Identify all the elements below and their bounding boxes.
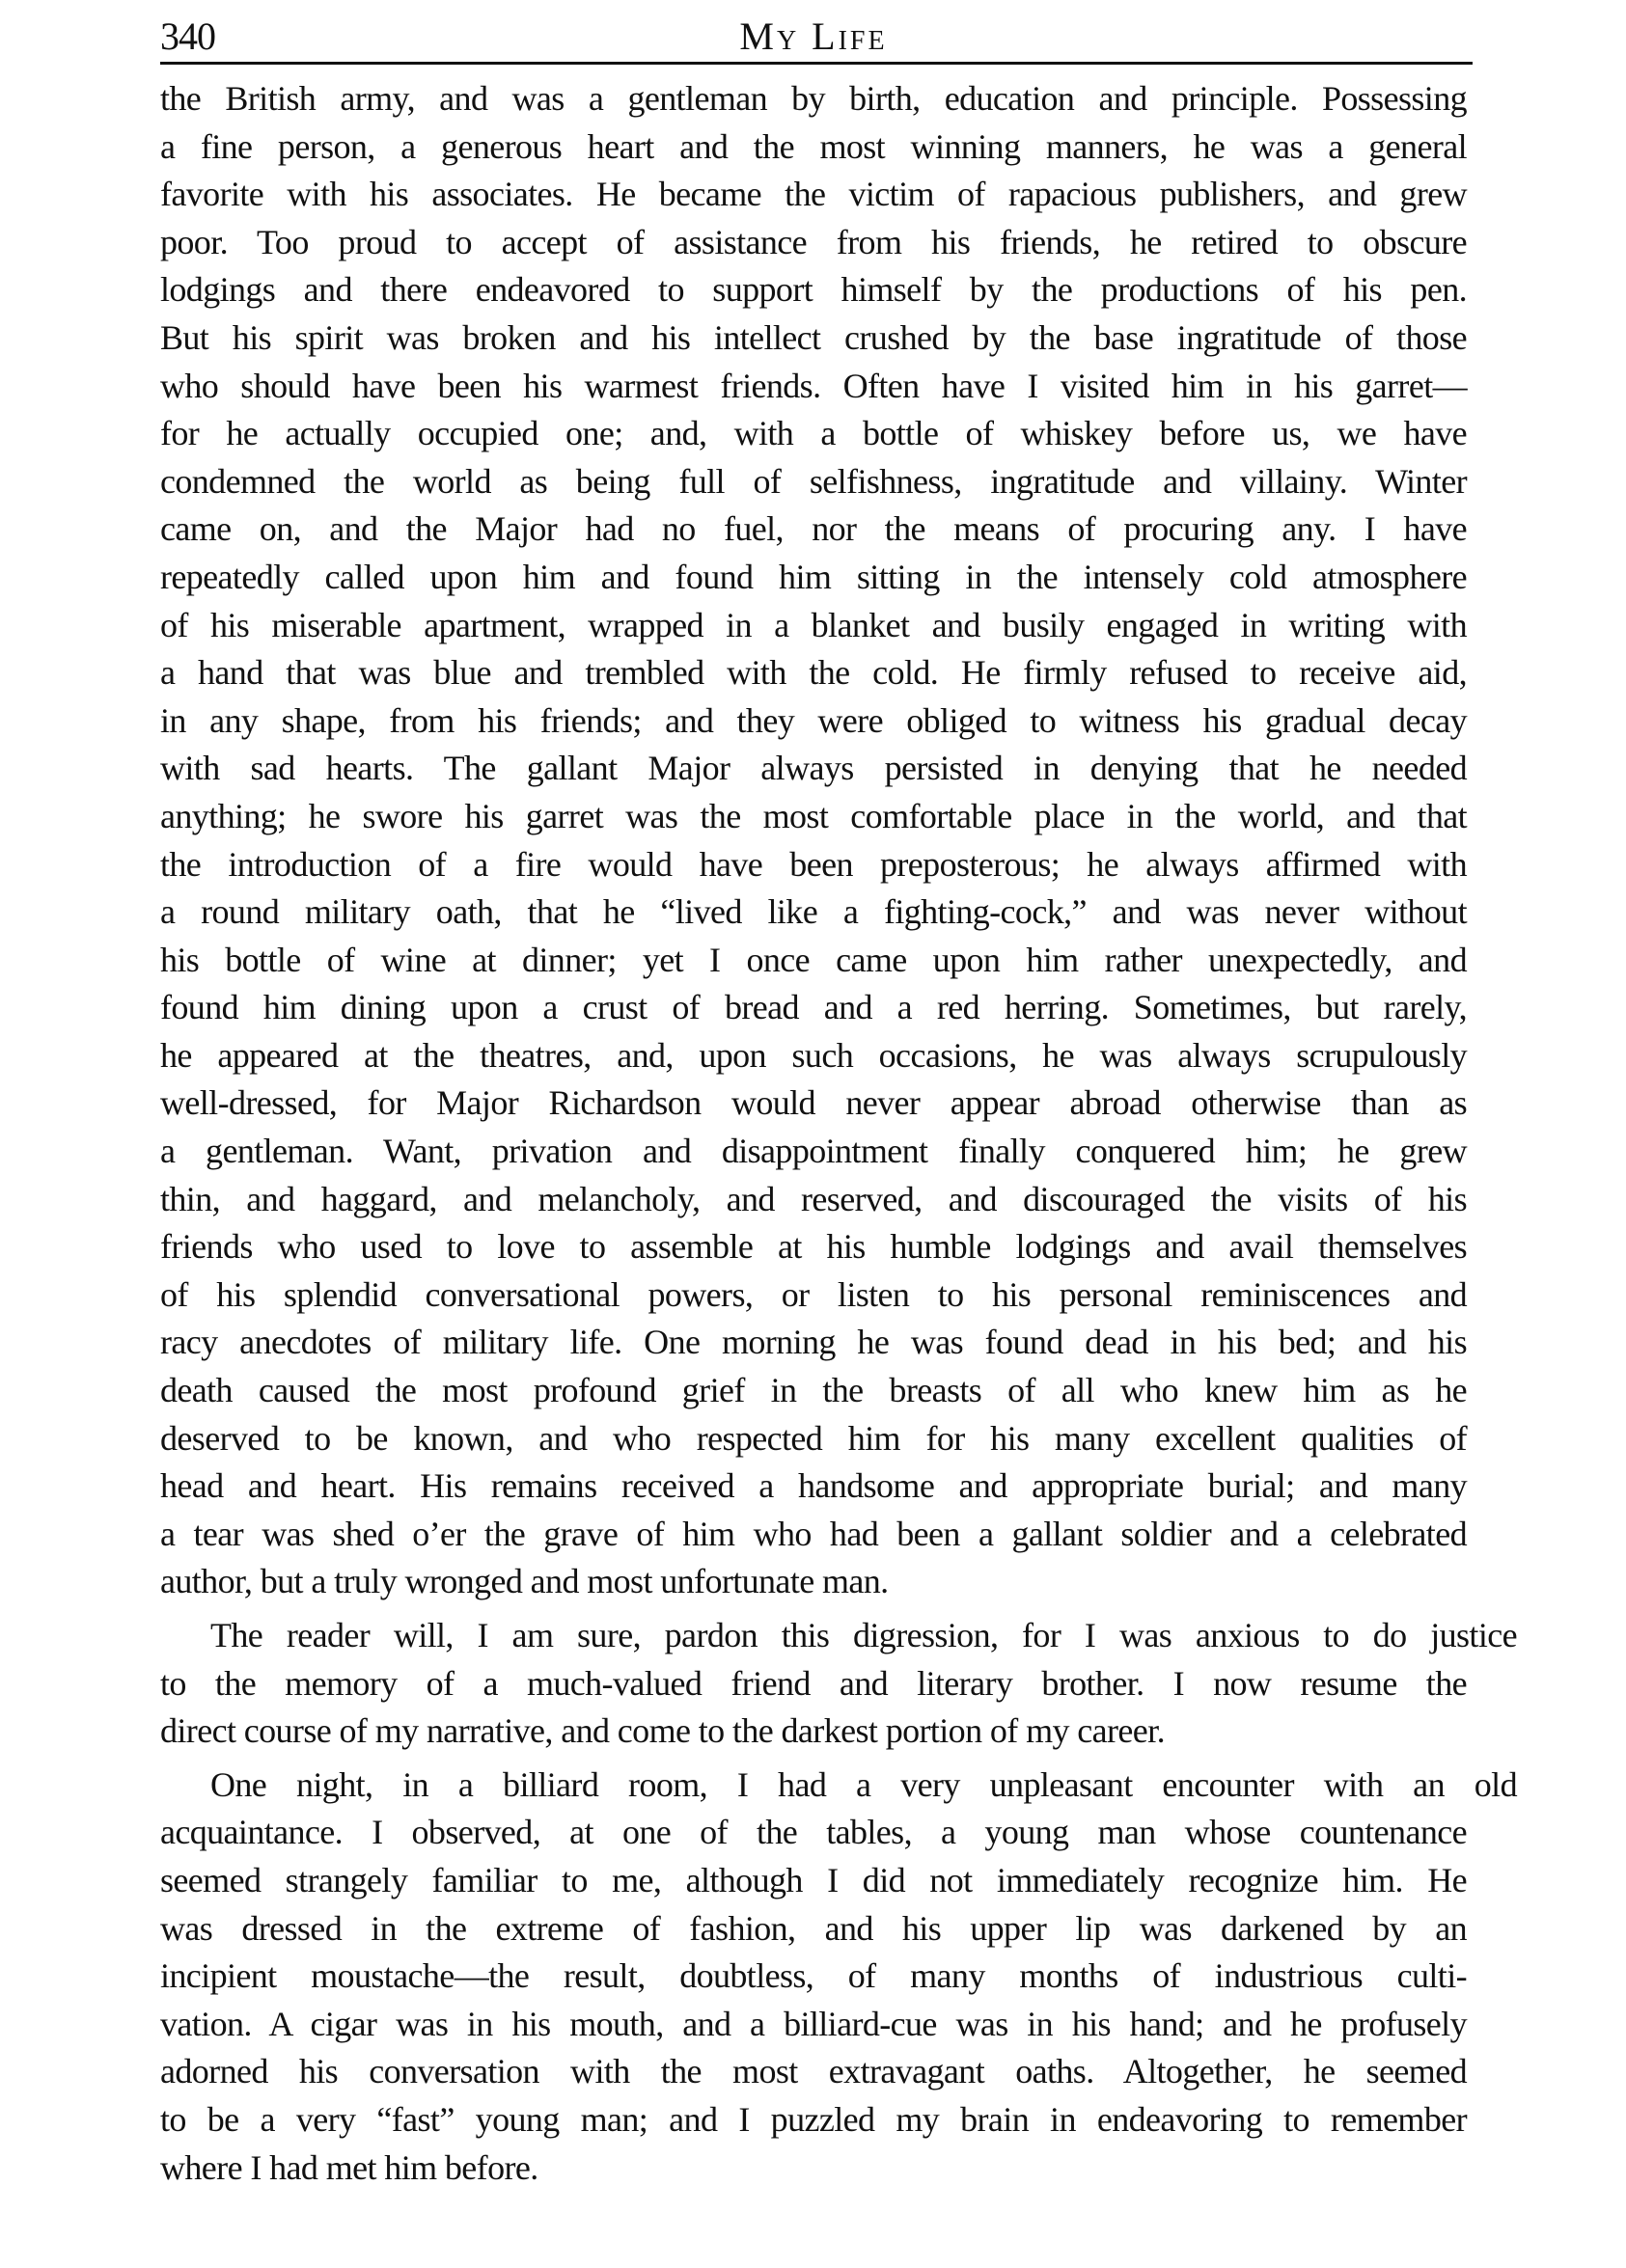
text-line: death caused the most profound grief in the breasts of all who knew him as he xyxy=(160,1371,1467,1410)
text-line: a round military oath, that he “lived like a fighting-cock,” and was never without xyxy=(160,892,1467,932)
text-line: found him dining upon a crust of bread and a red herring. Sometimes, but rarely, xyxy=(160,988,1467,1027)
paragraph xyxy=(160,75,1467,1606)
text-line: of his splendid conversational powers, or listen to his personal reminiscences and xyxy=(160,1274,1467,1314)
text-line: in any shape, from his friends; and they were obliged to witness his gradual decay xyxy=(160,700,1467,740)
body-text xyxy=(160,75,1517,2192)
text-line: well-dressed, for Major Richardson would never appear abroad otherwise than as xyxy=(160,1083,1467,1123)
text-line: lodgings and there endeavored to support himself by the productions of his pen. xyxy=(160,270,1467,310)
text-line: incipient moustache—the result, doubtless, of many months of industrious culti- xyxy=(160,1956,1467,1996)
text-line: direct course of my narrative, and come to the darkest portion of my career. xyxy=(160,1711,1165,1751)
text-line: anything; he swore his garret was the most comfortable place in the world, and that xyxy=(160,796,1467,835)
text-line: a fine person, a generous heart and the most winning manners, he was a general xyxy=(160,126,1467,166)
text-line: seemed strangely familiar to me, although I did not immediately recognize him. He xyxy=(160,1860,1467,1899)
paragraph xyxy=(160,1762,1517,2192)
text-line: who should have been his warmest friends. Often have I visited him in his garret— xyxy=(160,366,1467,405)
text-line: a hand that was blue and trembled with the cold. He firmly refused to receive aid, xyxy=(160,653,1467,693)
text-line: author, but a truly wronged and most unfortunate man. xyxy=(160,1562,889,1601)
text-line: condemned the world as being full of selfishness, ingratitude and villainy. Winter xyxy=(160,461,1467,501)
text-line: deserved to be known, and who respected him for his many excellent qualities of xyxy=(160,1418,1467,1458)
text-line: came on, and the Major had no fuel, nor the means of procuring any. I have xyxy=(160,509,1467,549)
text-line: adorned his conversation with the most extravagant oaths. Altogether, he seemed xyxy=(160,2052,1467,2091)
text-line: vation. A cigar was in his mouth, and a billiard-cue was in his hand; and he profusely xyxy=(160,2004,1467,2043)
text-line: was dressed in the extreme of fashion, and his upper lip was darkened by an xyxy=(160,1908,1467,1948)
text-line: poor. Too proud to accept of assistance from his friends, he retired to obscure xyxy=(160,222,1467,261)
paragraph xyxy=(160,1612,1517,1756)
text-line: to the memory of a much-valued friend and literary brother. I now resume the xyxy=(160,1663,1467,1703)
text-line: of his miserable apartment, wrapped in a blanket and busily engaged in writing with xyxy=(160,605,1467,644)
text-line: for he actually occupied one; and, with a bottle of whiskey before us, we have xyxy=(160,414,1467,453)
text-line: he appeared at the theatres, and, upon such occasions, he was always scrupulously xyxy=(160,1035,1467,1075)
text-line: racy anecdotes of military life. One morning he was found dead in his bed; and his xyxy=(160,1323,1467,1362)
header-rule xyxy=(160,62,1473,65)
text-line: a tear was shed o’er the grave of him who had been a gallant soldier and a celebrated xyxy=(160,1514,1467,1553)
page-number: 340 xyxy=(160,14,215,58)
text-line: the British army, and was a gentleman by birth, education and principle. Possessing xyxy=(160,79,1467,118)
text-line: the introduction of a fire would have been preposterous; he always affirmed with xyxy=(160,844,1467,884)
text-line: One night, in a billiard room, I had a very unpleasant encounter with an old xyxy=(210,1764,1517,1804)
text-line: where I had met him before. xyxy=(160,2147,538,2187)
text-line: repeatedly called upon him and found him sitting in the intensely cold atmosphere xyxy=(160,557,1467,596)
text-line: The reader will, I am sure, pardon this digression, for I was anxious to do justice xyxy=(210,1616,1517,1654)
text-line: head and heart. His remains received a handsome and appropriate burial; and many xyxy=(160,1466,1467,1506)
text-line: friends who used to love to assemble at his humble lodgings and avail themselves xyxy=(160,1227,1467,1267)
text-line: thin, and haggard, and melancholy, and reserved, and discouraged the visits of his xyxy=(160,1179,1467,1218)
text-line: But his spirit was broken and his intellect crushed by the base ingratitude of those xyxy=(160,317,1467,357)
text-line: with sad hearts. The gallant Major always persisted in denying that he needed xyxy=(160,749,1467,788)
text-line: favorite with his associates. He became the victim of rapacious publishers, and grew xyxy=(160,175,1467,214)
text-line: a gentleman. Want, privation and disappointment finally conquered him; he grew xyxy=(160,1132,1467,1171)
book-page xyxy=(160,0,1517,2187)
running-title: My Life xyxy=(739,14,888,58)
text-line: acquaintance. I observed, at one of the tables, a young man whose countenance xyxy=(160,1813,1467,1852)
running-head xyxy=(160,0,1467,60)
text-line: his bottle of wine at dinner; yet I once came upon him rather unexpectedly, and xyxy=(160,940,1467,979)
text-line: to be a very “fast” young man; and I puzzled my brain in endeavoring to remember xyxy=(160,2099,1467,2139)
